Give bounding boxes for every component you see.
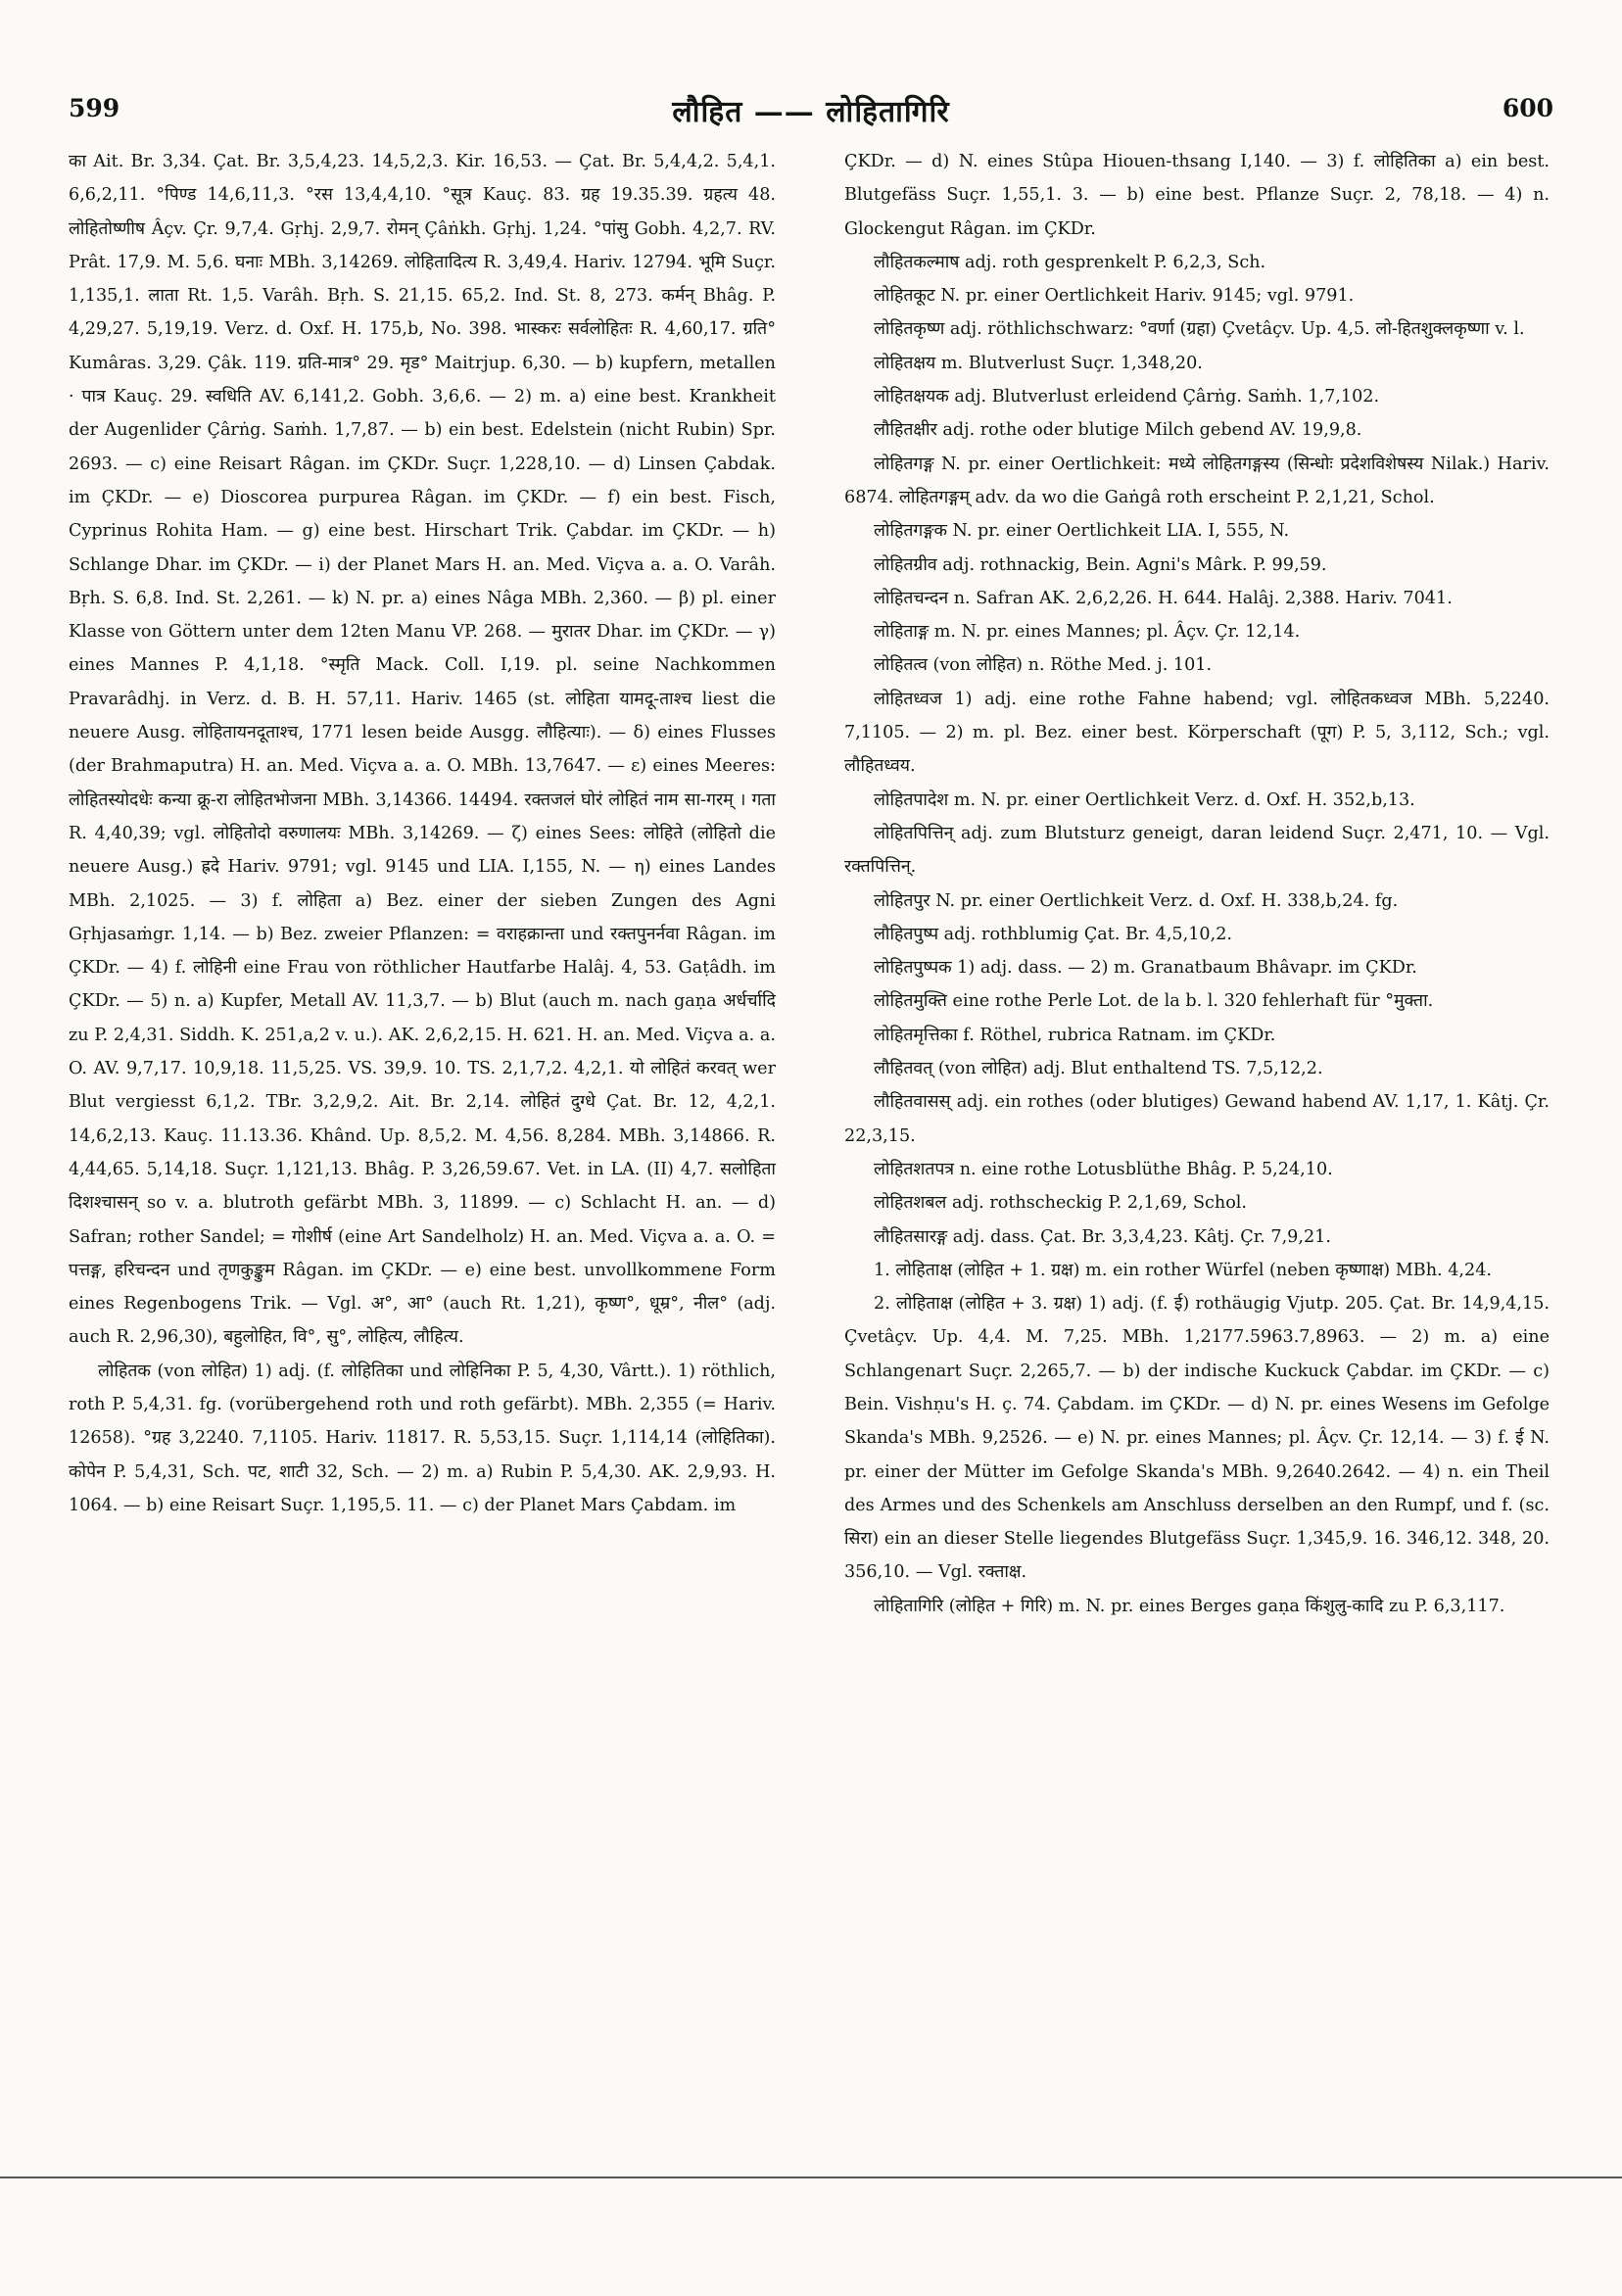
dictionary-entry: लोहितक्षय m. Blutverlust Suçr. 1,348,20. — [874, 353, 1203, 373]
dictionary-entry: लोहितक्षयक adj. Blutverlust erleidend Çârṅg. Saṁh. 1,7,102. — [874, 387, 1380, 407]
dictionary-entry: 2. लोहिताक्ष (लोहित + 3. ग्रक्ष) 1) adj. (f. ई) rothäugig Vjutp. 205. Çat. Br. 14,9,4,15. Çvetâçv. Up. 4,4. M. 7,25. MBh. 1,2177.5963.7,8963. — 2) m. a) eine Schlangenart Suçr. 2,265,7. — b) der indische Kuckuck Çabdar. im ÇKDr. — c) Bein. Vishṇu's H. ç. 74. Çabdam. im ÇKDr. — d) N. pr. eines Wesens im Gefolge Skanda's MBh. 9,2526. — e) N. pr. eines Mannes; pl. Âçv. Çr. 12,14. — 3) f. ई N. pr. einer der Mütter im Gefolge Skanda's MBh. 9,2640.2642. — 4) n. ein Theil des Armes und des Schenkels am Anschluss derselben an den Rumpf, und f. (sc. सिरा) ein an dieser Stelle liegendes Blutgefäss Suçr. 1,345,9. 16. 346,12. 348, 20. 356,10. — Vgl. रक्ताक्ष. — [844, 1294, 1550, 1583]
dictionary-entry: लोहितपुर N. pr. einer Oertlichkeit Verz. d. Oxf. H. 338,b,24. fg. — [874, 890, 1399, 911]
dictionary-entry: लोहितशबल adj. rothscheckig P. 2,1,69, Schol. — [874, 1193, 1248, 1214]
dictionary-entry: लौहितकल्माष adj. roth gesprenkelt P. 6,2,3, Sch. — [874, 252, 1266, 272]
dictionary-entry: लोहितपित्तिन् adj. zum Blutsturz geneigt, daran leidend Suçr. 2,471, 10. — Vgl. रक्तपित्तिन्. — [844, 823, 1550, 878]
dictionary-entry: लौहितवत् (von लोहित) adj. Blut enthaltend TS. 7,5,12,2. — [874, 1059, 1323, 1079]
dictionary-entry: लोहितकृष्ण adj. röthlichschwarz: °वर्णा (ग्रहा) Çvetâçv. Up. 4,5. लो-हितशुक्लकृष्णा v. l. — [874, 319, 1525, 340]
dictionary-entry: लोहितशतपत्र n. eine rothe Lotusblüthe Bhâg. P. 5,24,10. — [874, 1159, 1333, 1179]
dictionary-entry: लोहितक (von लोहित) 1) adj. (f. लोहितिका und लोहिनिका P. 5, 4,30, Vârtt.). 1) röthlich, roth P. 5,4,31. fg. (vorübergehend roth und roth gefärbt). MBh. 2,355 (= Hariv. 12658). °ग्रह 3,2240. 7,1105. Hariv. 11817. R. 5,53,15. Suçr. 1,114,14 (लोहितिका). कोपेन P. 5,4,31, Sch. पट, शाटी 32, Sch. — 2) m. a) Rubin P. 5,4,30. AK. 2,9,93. H. 1064. — b) eine Reisart Suçr. 1,195,5. 11. — c) der Planet Mars Çabdam. im — [69, 1361, 776, 1515]
page-title: लौहित —— लोहितागिरि — [672, 95, 950, 129]
dictionary-entry: लोहितपुष्पक 1) adj. dass. — 2) m. Granatbaum Bhâvapr. im ÇKDr. — [874, 958, 1417, 979]
dictionary-entry: लौहितसारङ्ग adj. dass. Çat. Br. 3,3,4,23. Kâtj. Çr. 7,9,21. — [874, 1226, 1331, 1247]
footer-rule — [0, 2176, 1622, 2178]
dictionary-entry: लोहितत्व (von लोहित) n. Röthe Med. j. 101. — [874, 655, 1213, 676]
dictionary-entry: लौहितवासस् adj. ein rothes (oder blutiges) Gewand habend AV. 1,17, 1. Kâtj. Çr. 22,3,15. — [844, 1092, 1550, 1146]
right-column — [844, 145, 1550, 1623]
dictionary-entry: लोहितध्वज 1) adj. eine rothe Fahne habend; vgl. लोहितकध्वज MBh. 5,2240. 7,1105. — 2) m. pl. Bez. einer best. Körperschaft (पूग) P. 5, 3,112, Sch.; vgl. लौहितध्वय. — [844, 689, 1550, 777]
left-column — [69, 145, 776, 1522]
page-number-left: 599 — [69, 94, 120, 122]
dictionary-entry: लोहितगङ्ग N. pr. einer Oertlichkeit: मध्ये लोहितगङ्गस्य (सिन्धोः प्रदेशविशेषस्य Nilak.) Hariv. 6874. लोहितगङ्गम् adv. da wo die Gaṅgâ roth erscheint P. 2,1,21, Schol. — [844, 454, 1550, 507]
dictionary-entry: लौहितपुष्प adj. rothblumig Çat. Br. 4,5,10,2. — [874, 924, 1232, 944]
page-number-right: 600 — [1502, 94, 1553, 122]
dictionary-entry: लोहितकूट N. pr. einer Oertlichkeit Hariv. 9145; vgl. 9791. — [874, 286, 1355, 307]
page-header — [69, 90, 1553, 133]
dictionary-entry: लोहितगङ्गक N. pr. einer Oertlichkeit LIA. I, 555, N. — [874, 521, 1290, 542]
dictionary-entry: लोहितपादेश m. N. pr. einer Oertlichkeit Verz. d. Oxf. H. 352,b,13. — [874, 789, 1415, 810]
dictionary-entry: लोहितमुक्ति eine rothe Perle Lot. de la b. l. 320 fehlerhaft für °मुक्ता. — [874, 991, 1434, 1012]
dictionary-entry: लोहिताङ्ग m. N. pr. eines Mannes; pl. Âçv. Çr. 12,14. — [874, 622, 1301, 643]
dictionary-entry: ÇKDr. — d) N. eines Stûpa Hiouen-thsang I,140. — 3) f. लोहितिका a) ein best. Blutgefäss Suçr. 1,55,1. 3. — b) eine best. Pflanze Suçr. 2, 78,18. — 4) n. Glockengut Râgan. im ÇKDr. — [844, 152, 1550, 239]
dictionary-entry: लोहितग्रीव adj. rothnackig, Bein. Agni's Mârk. P. 99,59. — [874, 554, 1327, 575]
dictionary-entry: लौहितक्षीर adj. rothe oder blutige Milch gebend AV. 19,9,8. — [874, 420, 1362, 441]
dictionary-entry: लोहितमृत्तिका f. Röthel, rubrica Ratnam. im ÇKDr. — [874, 1025, 1276, 1045]
dictionary-entry: का Ait. Br. 3,34. Çat. Br. 3,5,4,23. 14,5,2,3. Kir. 16,53. — Çat. Br. 5,4,4,2. 5,4,1. 6,6,2,11. °पिण्ड 14,6,11,3. °रस 13,4,4,10. °सूत्र Kauç. 83. ग्रह 19.35.39. ग्रहत्य 48. लोहितोष्णीष Âçv. Çr. 9,7,4. Gṛhj. 2,9,7. रोमन् Çâṅkh. Gṛhj. 1,24. °पांसु Gobh. 4,2,7. RV. Prât. 17,9. M. 5,6. घनाः MBh. 3,14269. लोहितादित्य R. 3,49,4. Hariv. 12794. भूमि Suçr. 1,135,1. लाता Rt. 1,5. Varâh. Bṛh. S. 21,15. 65,2. Ind. St. 8, 273. कर्मन् Bhâg. P. 4,29,27. 5,19,19. Verz. d. Oxf. H. 175,b, No. 398. भास्करः सर्वलोहितः R. 4,60,17. ग्रति° Kumâras. 3,29. Çâk. 119. ग्रति-मात्र° 29. मृड° Maitrjup. 6,30. — b) kupfern, metallen · पात्र Kauç. 29. स्वधिति AV. 6,141,2. Gobh. 3,6,6. — 2) m. a) eine best. Krankheit der Augenlider Çârṅg. Saṁh. 1,7,87. — b) ein best. Edelstein (nicht Rubin) Spr. 2693. — c) eine Reisart Râgan. im ÇKDr. Suçr. 1,228,10. — d) Linsen Çabdak. im ÇKDr. — e) Dioscorea purpurea Râgan. im ÇKDr. — f) ein best. Fisch, Cyprinus Rohita Ham. — g) eine best. Hirschart Trik. Çabdar. im ÇKDr. — h) Schlange Dhar. im ÇKDr. — i) der Planet Mars H. an. Med. Viçva a. a. O. Varâh. Bṛh. S. 6,8. Ind. St. 2,261. — k) N. pr. a) eines Nâga MBh. 2,360. — β) pl. einer Klasse von Göttern unter dem 12ten Manu VP. 268. — मुरातर Dhar. im ÇKDr. — γ) eines Mannes P. 4,1,18. °स्मृति Mack. Coll. I,19. pl. seine Nachkommen Pravarâdhj. in Verz. d. B. H. 57,11. Hariv. 1465 (st. लोहिता यामदू-ताश्च liest die neuere Ausg. लोहितायनदूताश्च, 1771 lesen beide Ausgg. लौहित्याः). — δ) eines Flusses (der Brahmaputra) H. an. Med. Viçva a. a. O. MBh. 13,7647. — ε) eines Meeres: लोहितस्योदधेः कन्या क्रू-रा लोहितभोजना MBh. 3,14366. 14494. रक्तजलं घोरं लोहितं नाम सा-गरम् । गता R. 4,40,39; vgl. लोहितोदो वरुणालयः MBh. 3,14269. — ζ) eines Sees: लोहिते (लोहितो die neuere Ausg.) ह्रदे Hariv. 9791; vgl. 9145 und LIA. I,155, N. — η) eines Landes MBh. 2,1025. — 3) f. लोहिता a) Bez. einer der sieben Zungen des Agni Gṛhjasaṁgr. 1,14. — b) Bez. zweier Pflanzen: = वराहक्रान्ता und रक्तपुनर्नवा Râgan. im ÇKDr. — 4) f. लोहिनी eine Frau von röthlicher Hautfarbe Halâj. 4, 53. Gaṭâdh. im ÇKDr. — 5) n. a) Kupfer, Metall AV. 11,3,7. — b) Blut (auch m. nach gaṇa अर्धर्चादि zu P. 2,4,31. Siddh. K. 251,a,2 v. u.). AK. 2,6,2,15. H. 621. H. an. Med. Viçva a. a. O. AV. 9,7,17. 10,9,18. 11,5,25. VS. 39,9. 10. TS. 2,1,7,2. 4,2,1. यो लोहितं करवत् wer Blut vergiesst 6,1,2. TBr. 3,2,9,2. Ait. Br. 2,14. लोहितं दुग्धे Çat. Br. 12, 4,2,1. 14,6,2,13. Kauç. 11.13.36. Khând. Up. 8,5,2. M. 4,56. 8,284. MBh. 3,14866. R. 4,44,65. 5,14,18. Suçr. 1,121,13. Bhâg. P. 3,26,59.67. Vet. in LA. (II) 4,7. सलोहिता दिशश्चासन् so v. a. blutroth gefärbt MBh. 3, 11899. — c) Schlacht H. an. — d) Safran; rother Sandel; = गोशीर्ष (eine Art Sandelholz) H. an. Med. Viçva a. a. O. = पत्तङ्ग, हरिचन्दन und तृणकुङ्कुम Râgan. im ÇKDr. — e) eine best. unvollkommene Form eines Regenbogens Trik. — Vgl. अ°, आ° (auch Rt. 1,21), कृष्ण°, धूम्र°, नील° (adj. auch R. 2,96,30), बहुलोहित, वि°, सु°, लोहित्य, लौहित्य. — [69, 152, 776, 1348]
dictionary-entry: 1. लोहिताक्ष (लोहित + 1. ग्रक्ष) m. ein rother Würfel (neben कृष्णाक्ष) MBh. 4,24. — [874, 1260, 1492, 1280]
dictionary-entry: लोहितागिरि (लोहित + गिरि) m. N. pr. eines Berges gaṇa किंशुलु-कादि zu P. 6,3,117. — [874, 1596, 1505, 1616]
dictionary-entry: लोहितचन्दन n. Safran AK. 2,6,2,26. H. 644. Halâj. 2,388. Hariv. 7041. — [874, 588, 1453, 608]
